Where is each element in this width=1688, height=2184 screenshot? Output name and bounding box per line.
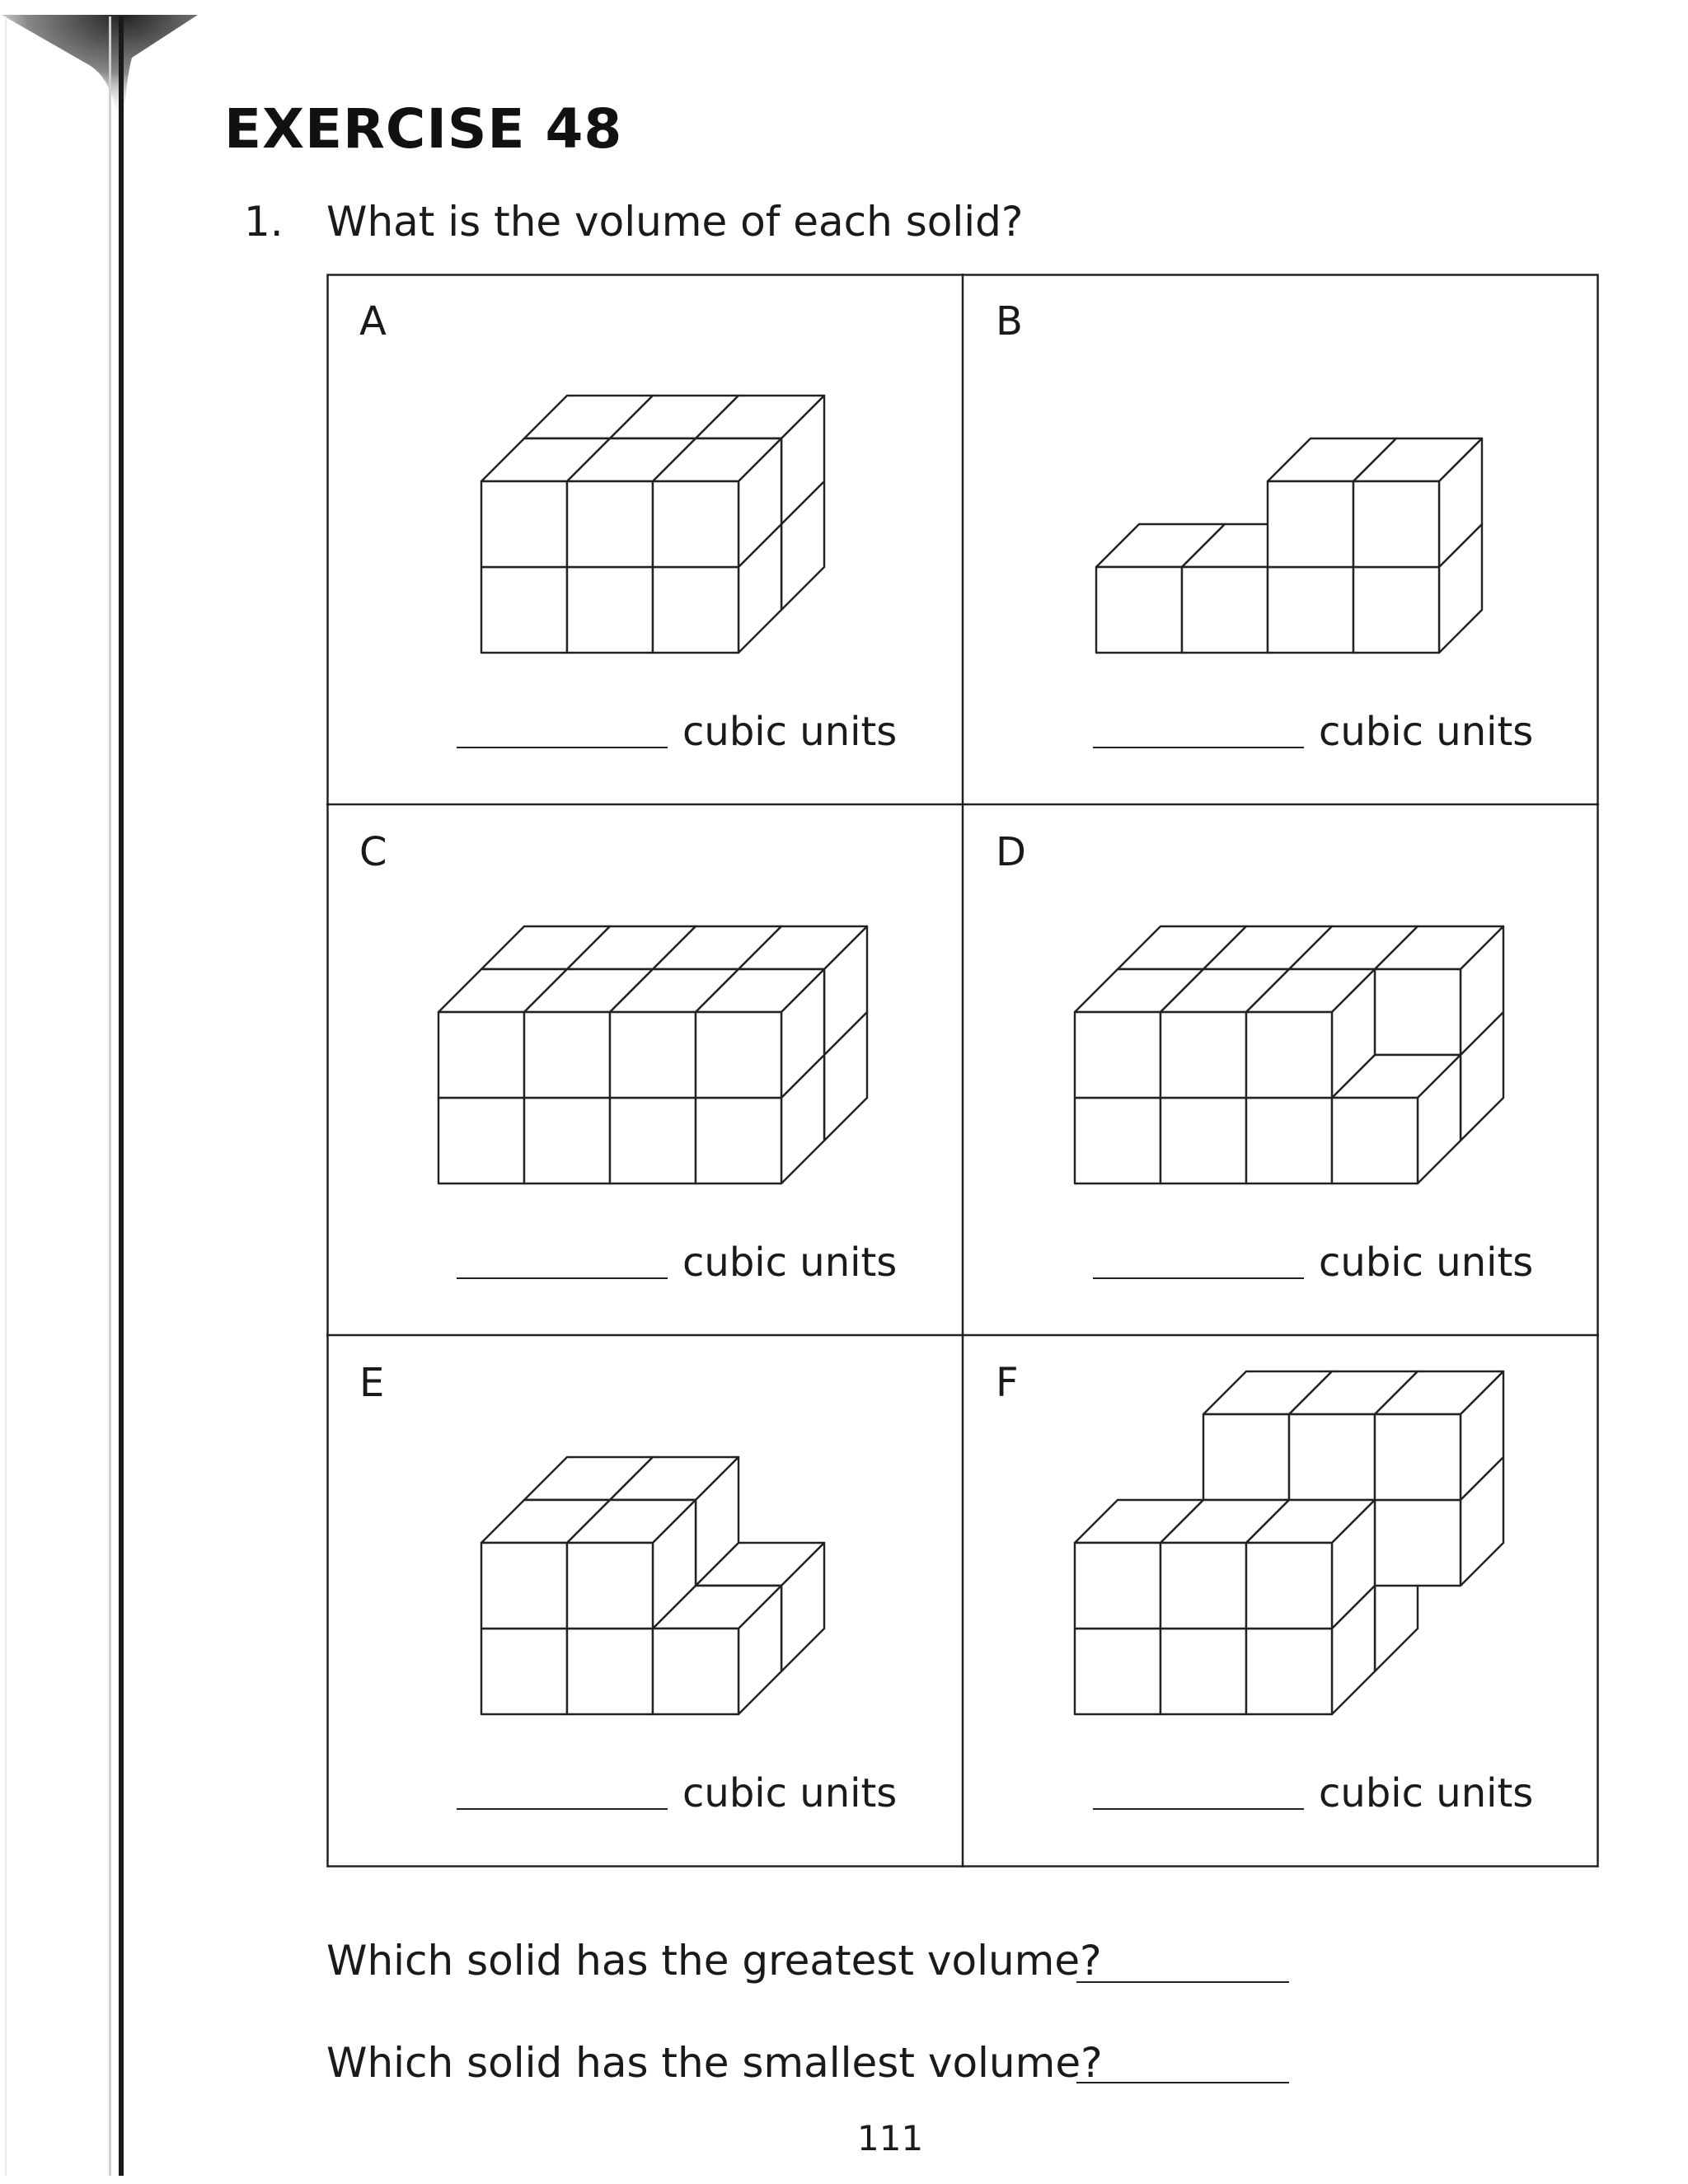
cube-front-face [1375, 1414, 1461, 1500]
smallest-volume-question: Which solid has the smallest volume? [326, 2039, 1103, 2087]
cube-front-face [1268, 481, 1353, 567]
answer-blank[interactable] [457, 747, 668, 748]
cube-front-face [438, 1098, 524, 1183]
unit-label: cubic units [1319, 1240, 1534, 1286]
cube-front-face [524, 1012, 610, 1098]
solid-letter: D [996, 829, 1026, 875]
cube-front-face [1375, 1500, 1461, 1586]
solid-letter: C [359, 829, 387, 875]
answer-blank[interactable] [1093, 1277, 1304, 1279]
unit-label: cubic units [682, 1240, 898, 1286]
answer-blank[interactable] [1093, 1808, 1304, 1810]
book-binding-edge [0, 0, 214, 2184]
cube-front-face [1353, 567, 1439, 653]
solid-cell-f [963, 1335, 1599, 1866]
page-title: EXERCISE 48 [224, 97, 623, 161]
answer-blank[interactable] [1093, 747, 1304, 748]
answer-blank[interactable] [457, 1277, 668, 1279]
question-1 [244, 198, 1023, 246]
question-number: 1. [244, 198, 284, 246]
cube-front-face [1075, 1629, 1160, 1714]
cube-front-face [1246, 1543, 1332, 1629]
greatest-volume-question: Which solid has the greatest volume? [326, 1937, 1102, 1985]
solid-cell-c [326, 804, 963, 1335]
solids-grid [326, 274, 1599, 1868]
cube-front-face [696, 1098, 781, 1183]
cube-front-face [1160, 1012, 1246, 1098]
cube-front-face [567, 567, 653, 653]
solid-letter: F [996, 1360, 1019, 1406]
cube-front-face [1203, 1414, 1289, 1500]
cube-front-face [1246, 1012, 1332, 1098]
solid-cell-d [963, 804, 1599, 1335]
greatest-volume-answer-blank[interactable] [1076, 1981, 1289, 1983]
cube-front-face [1160, 1098, 1246, 1183]
solid-letter: E [359, 1360, 385, 1406]
cube-front-face [1160, 1629, 1246, 1714]
solid-cell-b [963, 274, 1599, 804]
cube-front-face [653, 567, 738, 653]
cube-front-face [567, 1543, 653, 1629]
cube-front-face [481, 481, 567, 567]
cube-front-face [610, 1012, 696, 1098]
cube-front-face [567, 1629, 653, 1714]
cube-front-face [653, 481, 738, 567]
cube-front-face [610, 1098, 696, 1183]
cube-front-face [1075, 1012, 1160, 1098]
cube-front-face [1289, 1414, 1375, 1500]
cube-front-face [524, 1098, 610, 1183]
unit-label: cubic units [1319, 1770, 1534, 1816]
cube-front-face [1375, 969, 1461, 1055]
cube-front-face [1332, 1098, 1418, 1183]
cube-front-face [1075, 1098, 1160, 1183]
page-number: 111 [857, 2118, 924, 2158]
cube-front-face [1268, 567, 1353, 653]
cube-front-face [1353, 481, 1439, 567]
cube-front-face [567, 481, 653, 567]
cube-front-face [1246, 1629, 1332, 1714]
cube-front-face [481, 567, 567, 653]
cube-front-face [438, 1012, 524, 1098]
solid-cell-a [326, 274, 963, 804]
unit-label: cubic units [682, 709, 898, 755]
smallest-volume-answer-blank[interactable] [1076, 2082, 1289, 2083]
cube-front-face [653, 1629, 738, 1714]
cube-front-face [1160, 1543, 1246, 1629]
cube-front-face [481, 1629, 567, 1714]
cube-front-face [1096, 567, 1182, 653]
solid-letter: B [996, 298, 1023, 344]
unit-label: cubic units [1319, 709, 1534, 755]
cube-front-face [1075, 1543, 1160, 1629]
cube-front-face [696, 1012, 781, 1098]
solid-cell-e [326, 1335, 963, 1866]
solid-letter: A [359, 298, 387, 344]
unit-label: cubic units [682, 1770, 898, 1816]
answer-blank[interactable] [457, 1808, 668, 1810]
question-text: What is the volume of each solid? [326, 198, 1024, 246]
cube-front-face [1182, 567, 1268, 653]
cube-front-face [1246, 1098, 1332, 1183]
cube-front-face [481, 1543, 567, 1629]
